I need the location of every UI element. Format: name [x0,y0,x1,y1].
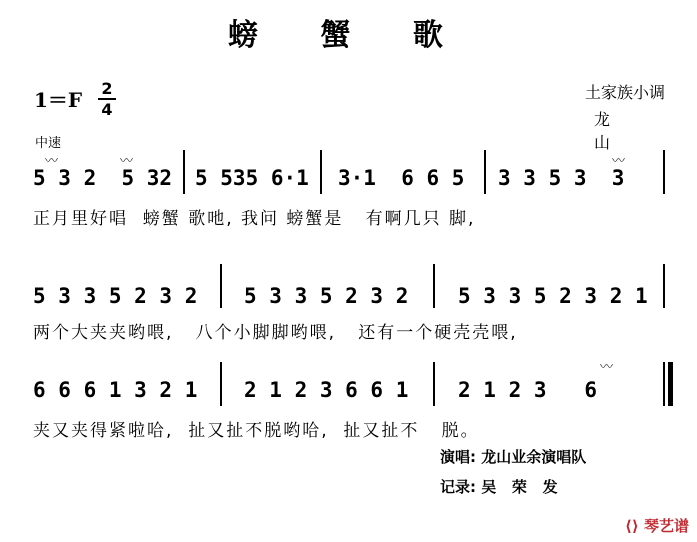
singer-credit [440,446,586,467]
singer-label: 演唱: [440,448,476,466]
final-barline-thin [663,362,665,406]
time-signature [98,80,116,118]
row2-lyrics: 两个大夹夹哟喂, 八个小脚脚哟喂, 还有一个硬壳壳喂, [33,323,518,343]
song-source: 土家族小调 [585,83,666,102]
barline [433,362,435,406]
singer-name: 龙山业余演唱队 [481,448,587,466]
song-author: 龙 山 [594,110,655,152]
recorder-label: 记录: [440,478,476,496]
barline [220,264,222,308]
song-title: 螃 蟹 歌 [228,18,469,53]
row3-measure3: 2 1 2 3 6 [458,378,598,402]
trill-mark: 〰 [600,360,614,375]
trill-mark: 〰 [612,154,626,169]
row1-measure3: 3·1 6 6 5 [338,166,465,190]
recorder-name: 吴 荣 发 [481,478,558,496]
watermark-logo [625,515,689,536]
barline [433,264,435,308]
key-signature: 1＝F [34,88,83,112]
barline [663,264,665,308]
barline [183,150,185,194]
tempo-mark: 中速 [35,136,62,151]
final-barline-thick [668,362,673,406]
row1-measure4: 3 3 5 3 3 [498,166,625,190]
row1-lyrics: 正月里好唱 螃蟹 歌吔, 我问 螃蟹是 有啊几只 脚, [33,209,476,229]
time-bottom: 4 [101,100,113,119]
row1-measure1: 5 3 2 5 32 [33,166,173,190]
recorder-credit [440,476,558,497]
row3-lyrics: 夹又夹得紧啦哈, 扯又扯不脱哟哈, 扯又扯不 脱。 [33,421,480,441]
row2-measure1: 5 3 3 5 2 3 2 [33,284,198,308]
trill-mark: 〰 [120,154,134,169]
row3-measure2: 2 1 2 3 6 6 1 [244,378,409,402]
time-top: 2 [101,79,113,98]
barline [484,150,486,194]
barline [320,150,322,194]
row1-measure2: 5 535 6·1 [195,166,309,190]
trill-mark: 〰 [45,154,59,169]
row3-measure1: 6 6 6 1 3 2 1 [33,378,198,402]
logo-icon: ⟨⟩ [625,517,639,535]
watermark-text: 琴艺谱 [643,517,689,535]
row2-measure3: 5 3 3 5 2 3 2 1 [458,284,648,308]
row2-measure2: 5 3 3 5 2 3 2 [244,284,409,308]
barline [663,150,665,194]
barline [220,362,222,406]
